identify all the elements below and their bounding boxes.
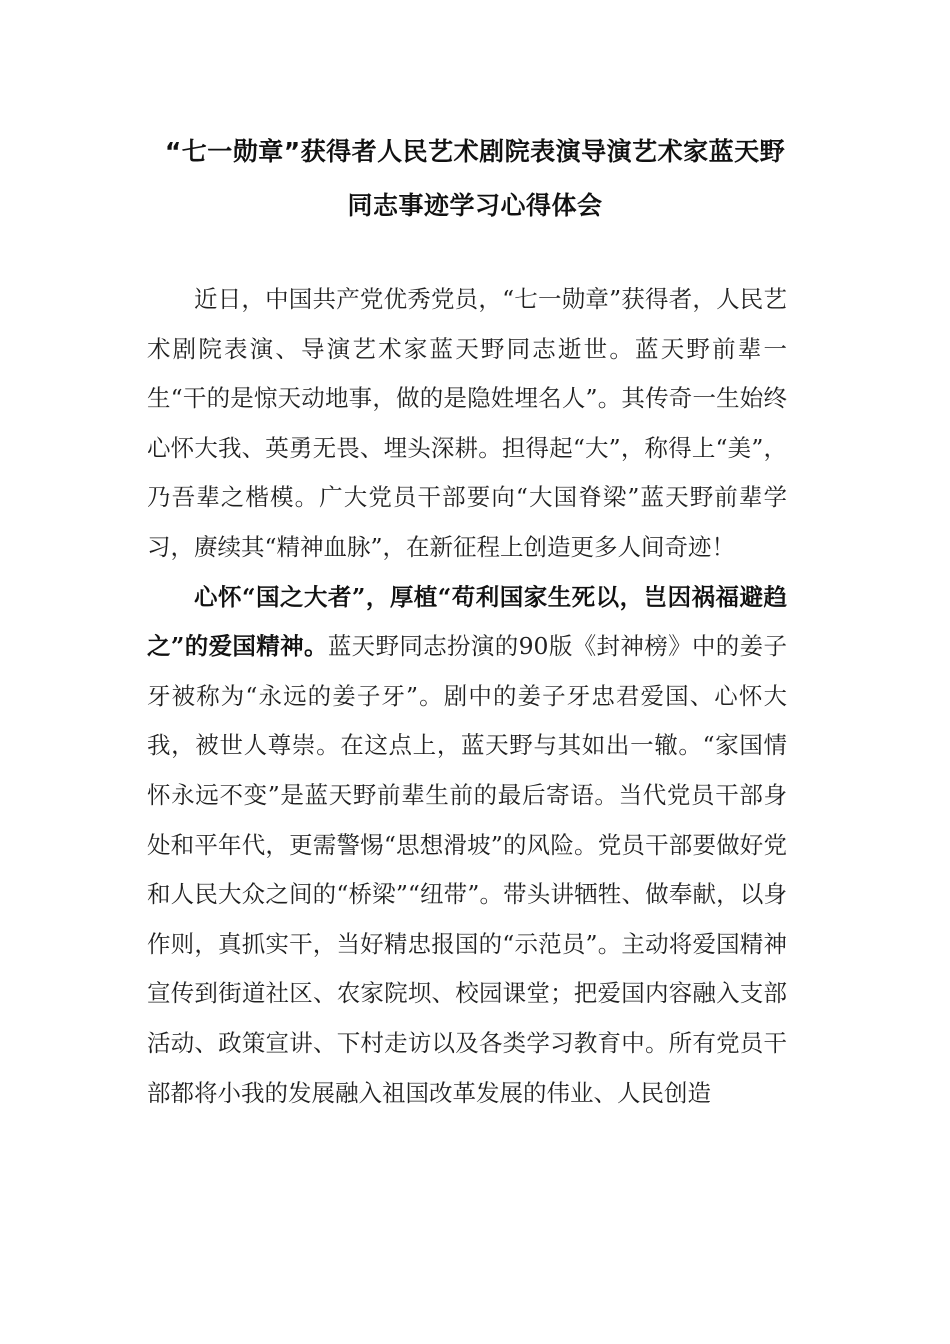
paragraph-1-text: 近日，中国共产党优秀党员，“七一勋章”获得者，人民艺术剧院表演、导演艺术家蓝天野同志逝世。蓝天野前辈一生“干的是惊天动地事，做的是隐姓埋名人”。其传奇一生始终心怀大我、英勇无畏、埋头深耕。担得起“大”，称得上“美”，乃吾辈之楷模。广大党员干部要向“大国脊梁”蓝天野前辈学习，赓续其“精神血脉”，在新征程上创造更多人间奇迹！ [147, 285, 787, 561]
paragraph-2 [147, 573, 787, 1119]
document-body [147, 275, 787, 1118]
paragraph-2-lead: 心怀“国之大者”，厚植“苟利国家生死以，岂因祸福避趋之”的爱国精神。 [147, 582, 787, 661]
document-title [100, 125, 850, 233]
title-line-2: 同志事迹学习心得体会 [347, 191, 603, 220]
title-line-1: “七一勋章”获得者人民艺术剧院表演导演艺术家蓝天野 [164, 137, 786, 166]
paragraph-2-text: 蓝天野同志扮演的90版《封神榜》中的姜子牙被称为“永远的姜子牙”。剧中的姜子牙忠君爱国、心怀大我，被世人尊崇。在这点上，蓝天野与其如出一辙。“家国情怀永远不变”是蓝天野前辈生前的最后寄语。当代党员干部身处和平年代，更需警惕“思想滑坡”的风险。党员干部要做好党和人民大众之间的“桥梁”“纽带”。带头讲牺牲、做奉献，以身作则，真抓实干，当好精忠报国的“示范员”。主动将爱国精神宣传到街道社区、农家院坝、校园课堂；把爱国内容融入支部活动、政策宣讲、下村走访以及各类学习教育中。所有党员干部都将小我的发展融入祖国改革发展的伟业、人民创造 [147, 632, 787, 1107]
paragraph-1 [147, 275, 787, 573]
